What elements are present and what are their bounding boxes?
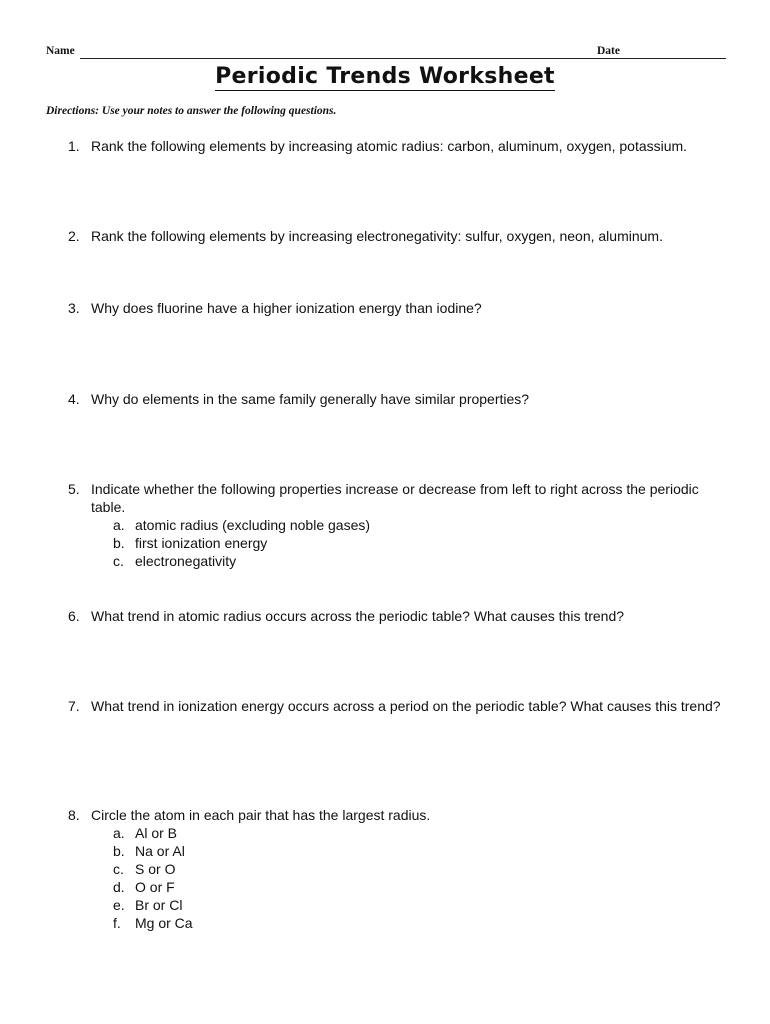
question-text: Rank the following elements by increasing atomic radius: carbon, aluminum, oxygen, potassium. [91,138,688,154]
question-6 [68,607,728,625]
question-2 [68,227,728,245]
sub-item [68,842,728,860]
sub-item-text: Br or Cl [135,897,183,913]
sub-item-letter: a. [113,825,125,841]
sub-item-text: first ionization energy [135,535,268,551]
directions: Directions: Use your notes to answer the following questions. [46,105,337,117]
sub-item-letter: b. [113,843,125,859]
sub-item-text: S or O [135,861,176,877]
question-text: Circle the atom in each pair that has the largest radius. [91,807,431,823]
sub-item-text: atomic radius (excluding noble gases) [135,517,371,533]
page-title-text: Periodic Trends Worksheet [215,64,555,89]
question-3 [68,299,728,317]
sub-item-text: electronegativity [135,553,237,569]
sub-item-text: O or F [135,879,175,895]
question-text: Rank the following elements by increasing electronegativity: sulfur, oxygen, neon, aluminum. [91,228,663,244]
question-4 [68,390,728,408]
sub-item-letter: d. [113,879,125,895]
sub-item [68,824,728,842]
question-number: 2. [68,228,80,244]
question-text: Why does fluorine have a higher ionization energy than iodine? [91,300,482,316]
date-field-line[interactable] [624,58,726,59]
question-text: Indicate whether the following properties increase or decrease from left to right across the periodic table. [91,481,699,515]
sub-item-text: Al or B [135,825,178,841]
question-text: Why do elements in the same family generally have similar properties? [91,391,530,407]
sub-item-letter: a. [113,517,125,533]
sub-item [68,516,728,534]
sub-item-letter: b. [113,535,125,551]
sub-item [68,860,728,878]
question-number: 4. [68,391,80,407]
sub-item-letter: c. [113,553,124,569]
question-8 [68,806,728,932]
sub-item-text: Mg or Ca [135,915,193,931]
sub-item-text: Na or Al [135,843,185,859]
question-1 [68,137,728,155]
question-number: 7. [68,698,80,714]
question-text: What trend in ionization energy occurs across a period on the periodic table? What causes this trend? [91,698,721,714]
question-number: 8. [68,807,80,823]
question-7 [68,697,728,715]
question-text: What trend in atomic radius occurs across the periodic table? What causes this trend? [91,608,625,624]
question-number: 3. [68,300,80,316]
sub-item-letter: e. [113,897,125,913]
sub-item [68,896,728,914]
sub-item [68,914,728,932]
sub-item [68,552,728,570]
name-label: Name [46,45,75,57]
question-5 [68,480,728,570]
question-number: 1. [68,138,80,154]
header-row [46,44,726,62]
name-field-line[interactable] [80,58,635,59]
date-label: Date [597,45,620,57]
sub-item [68,878,728,896]
question-number: 6. [68,608,80,624]
sub-item [68,534,728,552]
page-title [0,63,770,89]
question-number: 5. [68,481,80,497]
sub-item-letter: f. [113,915,121,931]
sub-item-letter: c. [113,861,124,877]
